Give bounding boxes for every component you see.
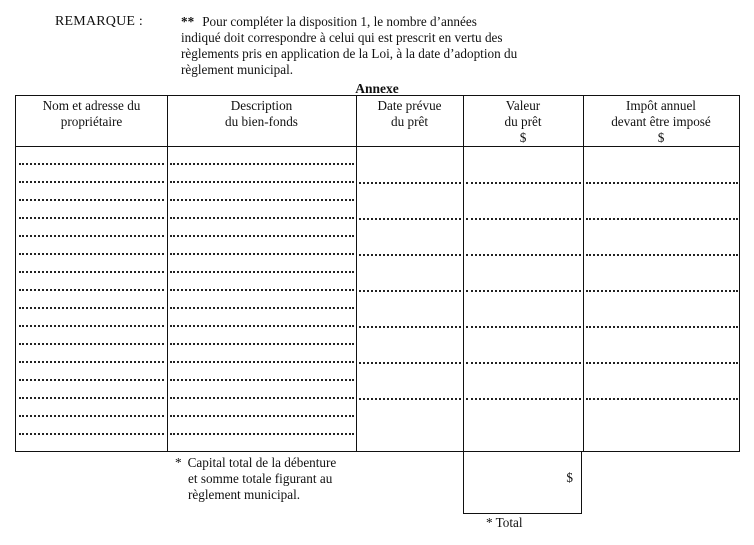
dotted-fill-line bbox=[170, 235, 354, 237]
dotted-fill-line bbox=[170, 199, 354, 201]
dotted-fill-line bbox=[19, 379, 164, 381]
dotted-fill-line bbox=[466, 326, 581, 328]
footnote-line-3: règlement municipal. bbox=[188, 487, 301, 502]
dotted-fill-line bbox=[466, 182, 581, 184]
column-header-line: propriétaire bbox=[60, 114, 123, 129]
column-header-line: Valeur bbox=[505, 98, 541, 113]
total-box bbox=[463, 451, 582, 514]
footnote bbox=[175, 455, 336, 503]
dotted-fill-line bbox=[19, 217, 164, 219]
dotted-fill-line bbox=[359, 362, 461, 364]
remark-stars: ** bbox=[181, 14, 195, 29]
column-divider bbox=[583, 96, 584, 451]
column-header-line: Date prévue bbox=[377, 98, 442, 113]
dotted-fill-line bbox=[586, 218, 738, 220]
remark-text bbox=[181, 14, 561, 78]
column-header-line: Description bbox=[230, 98, 293, 113]
dotted-fill-line bbox=[19, 433, 164, 435]
column-header-line: Impôt annuel bbox=[626, 98, 696, 113]
remark-line-2: indiqué doit correspondre à celui qui est prescrit en vertu des bbox=[181, 30, 503, 45]
dotted-fill-line bbox=[19, 343, 164, 345]
dotted-fill-line bbox=[19, 325, 164, 327]
dotted-fill-line bbox=[170, 253, 354, 255]
dotted-fill-line bbox=[586, 254, 738, 256]
column-header-annual-tax bbox=[583, 98, 739, 146]
dotted-fill-line bbox=[19, 361, 164, 363]
total-currency: $ bbox=[566, 470, 573, 485]
dotted-fill-line bbox=[466, 290, 581, 292]
dotted-fill-line bbox=[19, 181, 164, 183]
total-label: * Total bbox=[486, 515, 523, 530]
column-divider bbox=[167, 96, 168, 451]
dotted-fill-line bbox=[170, 217, 354, 219]
dotted-fill-line bbox=[19, 415, 164, 417]
column-divider bbox=[356, 96, 357, 451]
remark-line-1: Pour compléter la disposition 1, le nombre d’années bbox=[202, 14, 477, 29]
dotted-fill-line bbox=[170, 289, 354, 291]
footnote-star: * bbox=[175, 455, 182, 470]
dotted-fill-line bbox=[170, 343, 354, 345]
remark-label: REMARQUE : bbox=[55, 14, 143, 29]
dotted-fill-line bbox=[19, 163, 164, 165]
dotted-fill-line bbox=[359, 326, 461, 328]
annex-table bbox=[15, 95, 740, 452]
dotted-fill-line bbox=[19, 199, 164, 201]
dotted-fill-line bbox=[170, 379, 354, 381]
dotted-fill-line bbox=[359, 218, 461, 220]
dotted-fill-line bbox=[170, 433, 354, 435]
dotted-fill-line bbox=[19, 271, 164, 273]
dotted-fill-line bbox=[170, 325, 354, 327]
column-header-property bbox=[167, 98, 356, 130]
dotted-fill-line bbox=[359, 398, 461, 400]
header-divider bbox=[16, 146, 739, 147]
footnote-line-2: et somme totale figurant au bbox=[188, 471, 333, 486]
remark-line-3: règlements pris en application de la Loi, à la date d’adoption du bbox=[181, 46, 518, 61]
dotted-fill-line bbox=[586, 290, 738, 292]
column-header-line: $ bbox=[519, 130, 527, 145]
column-header-line: devant être imposé bbox=[611, 114, 711, 129]
dotted-fill-line bbox=[170, 415, 354, 417]
dotted-fill-line bbox=[586, 182, 738, 184]
dotted-fill-line bbox=[19, 235, 164, 237]
dotted-fill-line bbox=[170, 271, 354, 273]
dotted-fill-line bbox=[170, 181, 354, 183]
dotted-fill-line bbox=[586, 326, 738, 328]
dotted-fill-line bbox=[359, 254, 461, 256]
dotted-fill-line bbox=[19, 307, 164, 309]
column-header-loan-value bbox=[463, 98, 583, 146]
footnote-line-1: Capital total de la débenture bbox=[187, 455, 337, 470]
column-divider bbox=[463, 96, 464, 451]
dotted-fill-line bbox=[466, 218, 581, 220]
dotted-fill-line bbox=[466, 398, 581, 400]
column-header-loan-date bbox=[356, 98, 463, 130]
column-header-line: du prêt bbox=[391, 114, 428, 129]
dotted-fill-line bbox=[586, 398, 738, 400]
dotted-fill-line bbox=[19, 397, 164, 399]
dotted-fill-line bbox=[359, 182, 461, 184]
dotted-fill-line bbox=[359, 290, 461, 292]
column-header-line: $ bbox=[657, 130, 665, 145]
dotted-fill-line bbox=[586, 362, 738, 364]
dotted-fill-line bbox=[170, 307, 354, 309]
dotted-fill-line bbox=[19, 253, 164, 255]
dotted-fill-line bbox=[170, 163, 354, 165]
dotted-fill-line bbox=[466, 254, 581, 256]
remark-line-4: règlement municipal. bbox=[181, 62, 294, 77]
dotted-fill-line bbox=[170, 361, 354, 363]
dotted-fill-line bbox=[170, 397, 354, 399]
dotted-fill-line bbox=[19, 289, 164, 291]
annex-title: Annexe bbox=[355, 81, 399, 96]
column-header-line: du prêt bbox=[504, 114, 542, 129]
column-header-line: Nom et adresse du bbox=[42, 98, 141, 113]
column-header-owner bbox=[16, 98, 167, 130]
column-header-line: du bien-fonds bbox=[225, 114, 298, 129]
dotted-fill-line bbox=[466, 362, 581, 364]
